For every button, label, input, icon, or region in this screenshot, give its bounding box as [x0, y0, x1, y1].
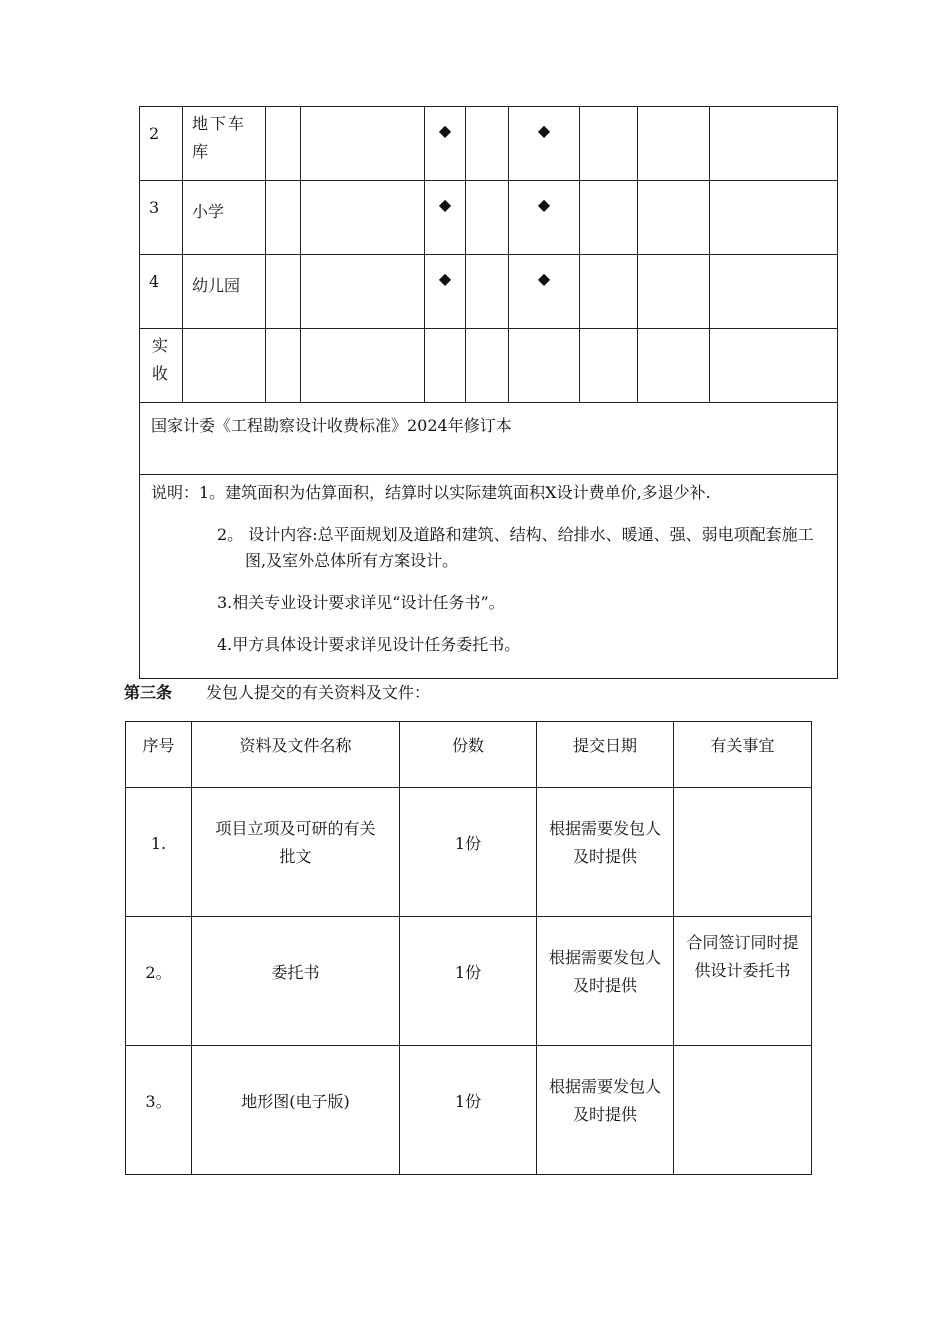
- note-item-2: 2。 设计内容:总平面规划及道路和建筑、结构、给排水、暖通、强、弱电项配套施工图,及室外总体所有方案设计。: [217, 525, 814, 570]
- submit-date: 根据需要发包人及时提供: [537, 917, 674, 1046]
- copies: 1份: [400, 917, 537, 1046]
- table-row: [140, 107, 838, 181]
- table-row: [126, 917, 812, 1046]
- mark-cell: [266, 107, 301, 181]
- mark-cell: [710, 255, 838, 329]
- row-number: 1.: [126, 788, 192, 917]
- mark-cell: [710, 107, 838, 181]
- mark-cell: [466, 181, 509, 255]
- row-number: 2: [140, 107, 183, 181]
- related-matters: 合同签订同时提供设计委托书: [674, 917, 812, 1046]
- building-name: 小学: [183, 181, 266, 255]
- diamond-mark: ◆: [509, 107, 580, 181]
- note-item-4: 4.甲方具体设计要求详见设计任务委托书。: [217, 635, 521, 654]
- table-row: [140, 255, 838, 329]
- diamond-mark: ◆: [509, 255, 580, 329]
- mark-cell: [301, 255, 425, 329]
- mark-cell: [301, 181, 425, 255]
- row-number: 3: [140, 181, 183, 255]
- mark-cell: [638, 255, 710, 329]
- empty-cell: [266, 329, 301, 403]
- empty-cell: [509, 329, 580, 403]
- actual-label: [140, 329, 183, 403]
- related-matters: [674, 1046, 812, 1175]
- row-number: 3。: [126, 1046, 192, 1175]
- building-name: 地下车库: [183, 107, 266, 181]
- submit-date: 根据需要发包人及时提供: [537, 1046, 674, 1175]
- mark-cell: [580, 181, 638, 255]
- diamond-mark: ◆: [425, 107, 466, 181]
- table-row: [126, 1046, 812, 1175]
- design-fee-table: [139, 106, 838, 679]
- mark-cell: [301, 107, 425, 181]
- mark-cell: [466, 107, 509, 181]
- table-row: [140, 181, 838, 255]
- header-cell: 份数: [400, 722, 537, 788]
- document-name: 委托书: [192, 917, 400, 1046]
- submit-date: 根据需要发包人及时提供: [537, 788, 674, 917]
- header-cell: 资料及文件名称: [192, 722, 400, 788]
- actual-label-text: 实收: [152, 336, 169, 383]
- building-name: 幼儿园: [183, 255, 266, 329]
- mark-cell: [580, 107, 638, 181]
- mark-cell: [266, 181, 301, 255]
- note-item-3: 3.相关专业设计要求详见“设计任务书”。: [217, 593, 505, 612]
- fee-standard: 国家计委《工程勘察设计收费标准》2024年修订本: [140, 403, 838, 475]
- mark-cell: [466, 255, 509, 329]
- header-cell: 提交日期: [537, 722, 674, 788]
- empty-cell: [301, 329, 425, 403]
- header-cell: 有关事宜: [674, 722, 812, 788]
- diamond-mark: ◆: [509, 181, 580, 255]
- diamond-mark: ◆: [425, 255, 466, 329]
- table-row: [126, 788, 812, 917]
- empty-cell: [638, 329, 710, 403]
- related-matters: [674, 788, 812, 917]
- mark-cell: [638, 107, 710, 181]
- empty-cell: [580, 329, 638, 403]
- documents-table: [125, 721, 812, 1175]
- row-number: 4: [140, 255, 183, 329]
- header-cell: 序号: [126, 722, 192, 788]
- article-label: 第三条: [124, 683, 173, 702]
- document-name: 项目立项及可研的有关批文: [192, 788, 400, 917]
- mark-cell: [638, 181, 710, 255]
- empty-cell: [183, 329, 266, 403]
- diamond-mark: ◆: [425, 181, 466, 255]
- notes-cell: [140, 475, 838, 679]
- empty-cell: [466, 329, 509, 403]
- document-name: 地形图(电子版): [192, 1046, 400, 1175]
- note-intro: 说明：1。建筑面积为估算面积，结算时以实际建筑面积X设计费单价,多退少补.: [151, 483, 711, 502]
- mark-cell: [266, 255, 301, 329]
- empty-cell: [710, 329, 838, 403]
- copies: 1份: [400, 1046, 537, 1175]
- row-number: 2。: [126, 917, 192, 1046]
- standard-row: [140, 403, 838, 475]
- table-header-row: [126, 722, 812, 788]
- copies: 1份: [400, 788, 537, 917]
- mark-cell: [580, 255, 638, 329]
- actual-row: [140, 329, 838, 403]
- notes-row: [140, 475, 838, 679]
- empty-cell: [425, 329, 466, 403]
- article-3-heading: [124, 680, 430, 703]
- mark-cell: [710, 181, 838, 255]
- article-text: 发包人提交的有关资料及文件：: [206, 683, 431, 702]
